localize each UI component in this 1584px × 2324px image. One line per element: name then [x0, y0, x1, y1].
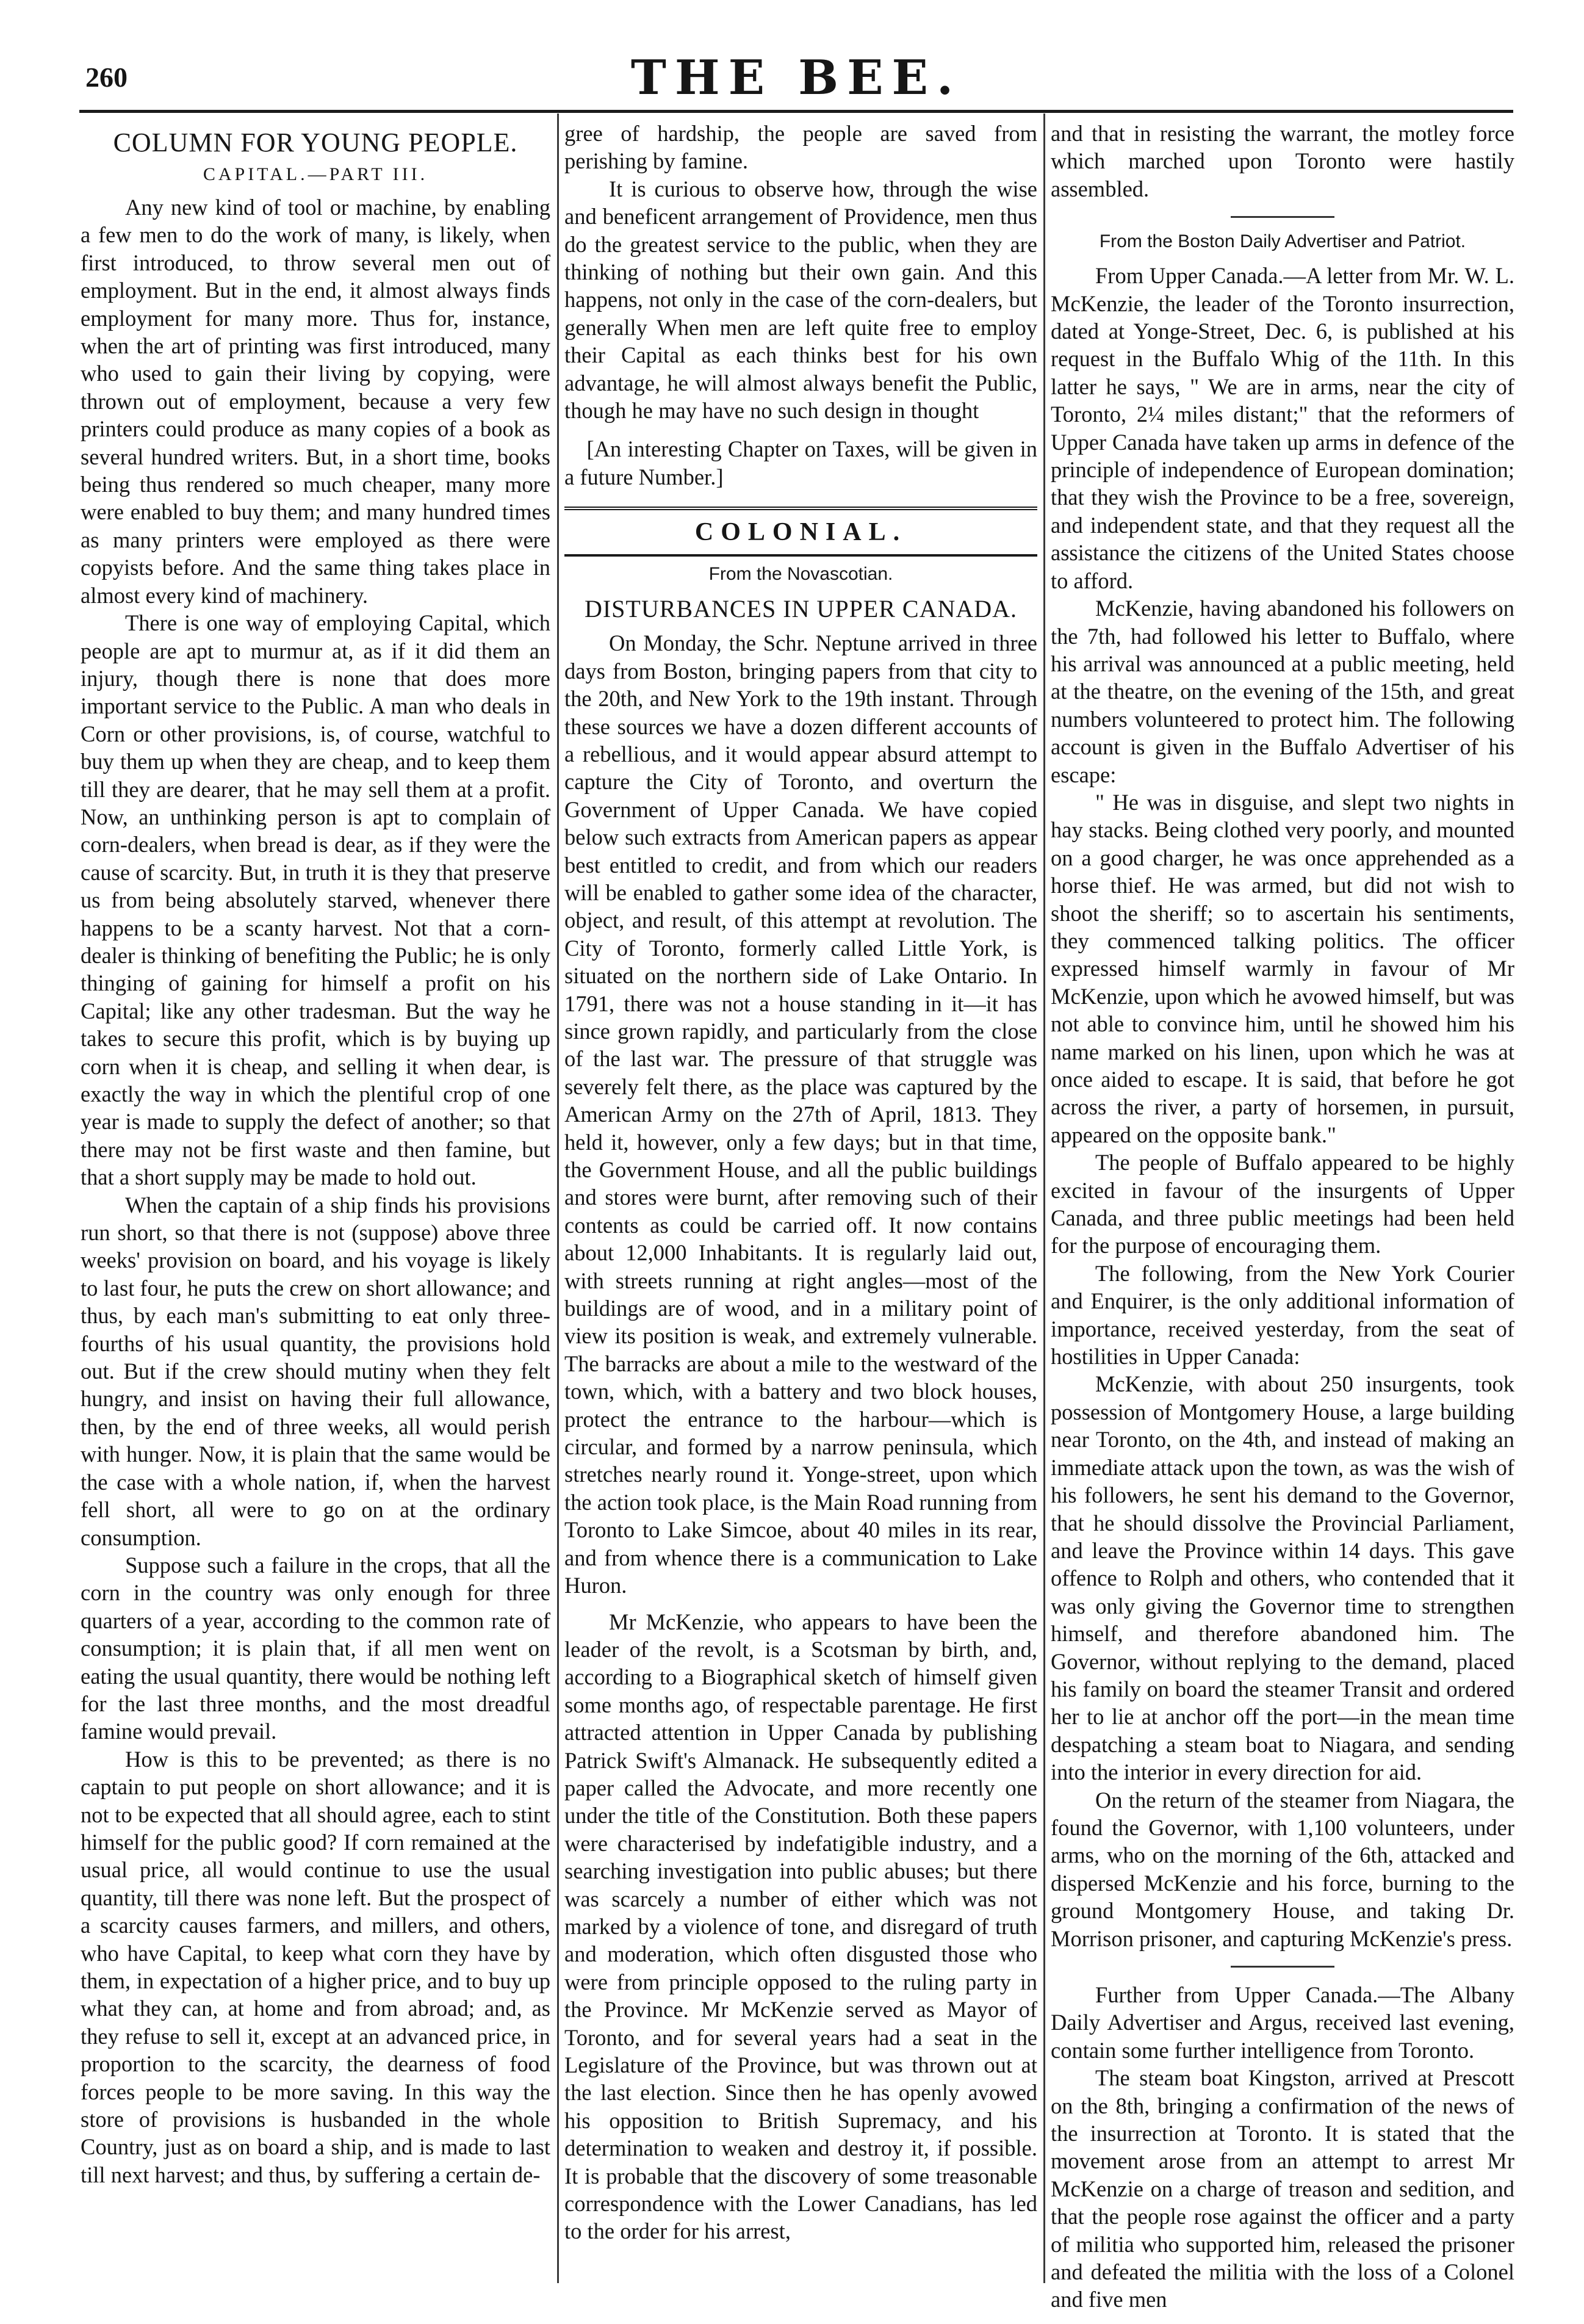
paragraph: and that in resisting the warrant, the motley force which marched upon Toronto were hastily assembled.	[1051, 121, 1514, 201]
column-right	[1051, 120, 1514, 2312]
column-left	[81, 120, 550, 2283]
column-divider	[557, 114, 559, 2283]
column-middle	[564, 120, 1037, 2283]
separator-rule	[1231, 1966, 1334, 1968]
paragraph: Suppose such a failure in the crops, that all the corn in the country was only enough for three quarters of a year, according to the common rate of consumption; it is plain that, if all men went on eating the usual quantity, there would be nothing left for the last three months, and the most dreadful famine would prevail.	[81, 1552, 550, 1744]
article-title-disturbances: DISTURBANCES IN UPPER CANADA.	[584, 595, 1018, 623]
paragraph: gree of hardship, the people are saved from perishing by famine.	[564, 121, 1037, 174]
paragraph: The following, from the New York Courier and Enquirer, is the only additional information of importance, received yesterday, from the seat of hostilities in Upper Canada:	[1051, 1260, 1514, 1370]
paragraph: How is this to be prevented; as there is no captain to put people on short allowance; and it is not to be expected that all should agree, each to stint himself for the public good? If corn remained at the usual price, all would continue to use the usual quantity, till there was none left. But the prospect of a scarcity causes farmers, and millers, and others, who have Capital, to keep what corn they have by them, in expectation of a higher price, and to buy up what they can, at home and from abroad; and, as they refuse to sell it, except at an advanced price, in proportion to the scarcity, the dearness of food forces people to be more saving. In this way the store of provisions is husbanded in the whole Country, just as on board a ship, and is made to last till next harvest; and thus, by suffering a certain de-	[81, 1746, 550, 2187]
masthead-title: THE BEE.	[630, 50, 962, 106]
paragraph: Any new kind of tool or machine, by enabling a few men to do the work of many, is likely, when first introduced, to throw several men out of employment. But in the end, it almost always finds employment for many more. Thus for, instance, when the art of printing was first introduced, many who used to gain their living by copying, were thrown out of employment, because a very few printers could produce as many copies of a book as several hundred writers. But, in a short time, books being thus rendered so much cheaper, many more were enabled to buy them; and many hundred times as many printers were employed as there were copyists before. And the same thing takes place in almost every kind of machinery.	[81, 195, 550, 608]
paragraph: When the captain of a ship finds his provisions run short, so that there is not (suppose) above three weeks' provision on board, and his voyage is likely to last four, he puts the crew on short allowance; and thus, by each man's submitting to eat only three-fourths of his usual quantity, the provisions hold out. But if the crew should mutiny when they felt hungry, and insist on having their full allowance, then, by the end of three weeks, all would perish with hunger. Now, it is plain that the same would be the case with a whole nation, if, when the harvest fell short, all were to go on at the ordinary consumption.	[81, 1192, 550, 1550]
paragraph: The people of Buffalo appeared to be highly excited in favour of the insurgents of Upper Canada, and three public meetings had been held for the purpose of encouraging them.	[1051, 1150, 1514, 1258]
paragraph: It is curious to observe how, through the wise and beneficent arrangement of Providence, men thus do the greatest service to the public, when they are thinking of nothing but their own gain. And this happens, not only in the case of the corn-dealers, but generally When men are left quite free to employ their Capital as each thinks best for his own advantage, he will almost always benefit the Public, though he may have no such design in thought	[564, 176, 1037, 424]
column-divider	[1043, 114, 1045, 2283]
paragraph: The steam boat Kingston, arrived at Prescott on the 8th, bringing a confirmation of the news of the insurrection at Toronto. It is stated that the movement arose from an attempt to arrest Mr McKenzie on a charge of treason and sedition, and that the people rose against the officer and a party of militia who supported him, released the prisoner and defeated the militia with the loss of a Colonel and five men	[1051, 2065, 1514, 2312]
section-heading-colonial: COLONIAL.	[564, 507, 1037, 557]
quoted-paragraph: " He was in disguise, and slept two nights in hay stacks. Being clothed very poorly, and mounted on a good charger, he was once apprehended as a horse thief. He was armed, but did not wish to shoot the sheriff; so to ascertain his sentiments, they commenced talking politics. The officer expressed himself warmly in favour of Mr McKenzie, upon which he avowed himself, but was not able to convince him, until he showed him his name marked on his linen, upon which he was at once aided to escape. It is said, that before he got across the river, a party of horsemen, in pursuit, appeared on the opposite bank."	[1051, 789, 1514, 1147]
paragraph: McKenzie, having abandoned his followers on the 7th, had followed his letter to Buffalo, where his arrival was announced at a public meeting, held at the theatre, on the evening of the 15th, and great numbers volunteered to protect him. The following account is given in the Buffalo Advertiser of his escape:	[1051, 596, 1514, 787]
paragraph: Mr McKenzie, who appears to have been the leader of the revolt, is a Scotsman by birth, and, according to a Biographical sketch of himself given some months ago, of respectable parentage. He first attracted attention in Upper Canada by publishing Patrick Swift's Almanack. He subsequently edited a paper called the Advocate, and more recently one under the title of the Constitution. Both these papers were characterised by indefatigible industry, and a searching investigation into public abuses; but there was scarcely a number of either which was not marked by a violence of tone, and disregard of truth and moderation, which often disgusted those who were from principle opposed to the ruling party in the Province. Mr McKenzie served as Mayor of Toronto, and for several years had a seat in the Legislature of the Province, but was thrown out at the last election. Since then he has openly avowed his opposition to British Supremacy, and his determination to weaken and destroy it, if possible. It is probable that the discovery of some treasonable correspondence with the Lower Canadians, has led to the order for his arrest,	[564, 1609, 1037, 2244]
paragraph: There is one way of employing Capital, which people are apt to murmur at, as if it did them an injury, though there is none that does more important service to the Public. A man who deals in Corn or other provisions, is, of course, watchful to buy them up when they are cheap, and to keep them till they are dearer, that he may sell them at a profit. Now, an unthinking person is apt to complain of corn-dealers, when bread is dear, as if they were the cause of scarcity. But, in truth it is they that preserve us from being absolutely starved, whenever there happens to be a scanty harvest. Not that a corn-dealer is thinking of benefiting the Public; he is only thinging of gaining for himself a profit on his Capital; like any other tradesman. But the way he takes to secure this profit, which is by buying up corn when it is cheap, and selling it when dear, is exactly the way in which the plentiful crop of one year is made to supply the defect of another; so that there may not be first waste and then famine, but that a short supply may be made to hold out.	[81, 610, 550, 1190]
page-header	[79, 50, 1513, 105]
article-title-young-people: COLUMN FOR YOUNG PEOPLE.	[113, 128, 518, 157]
separator-rule	[1231, 216, 1334, 218]
paragraph: McKenzie, with about 250 insurgents, took possession of Montgomery House, a large building near Toronto, on the 4th, and instead of making an immediate attack upon the town, as was the wish of his followers, he sent his demand to the Governor, that he should dissolve the Provincial Parliament, and leave the Province within 14 days. This gave offence to Rolph and others, who contended that it was only giving the Governor time to strengthen himself, and therefore abandoned him. The Governor, without replying to the demand, placed his family on board the steamer Transit and ordered her to lie at anchor off the port—in the mean time despatching a steam boat to Niagara, and sending into the interior in every direction for aid.	[1051, 1371, 1514, 1785]
paragraph: From Upper Canada.—A letter from Mr. W. L. McKenzie, the leader of the Toronto insurrection, dated at Yonge-Street, Dec. 6, is published at his request in the Buffalo Whig of the 11th. In this latter he says, " We are in arms, near the city of Toronto, 2¼ miles distant;" that the reformers of Upper Canada have taken up arms in defence of the principle of independence of European domination; that they wish the Province to be a free, sovereign, and independent state, and that they request all the assistance the citizens of the United States choose to afford.	[1051, 263, 1514, 593]
paragraph: On Monday, the Schr. Neptune arrived in three days from Boston, bringing papers from that city to the 20th, and New York to the 19th instant. Through these sources we have a dozen different accounts of a rebellious, and it would appear absurd attempt to capture the City of Toronto, and overturn the Government of Upper Canada. We have copied below such extracts from American papers as appear best entitled to credit, and from which our readers will be enabled to gather some idea of the character, object, and result, of this attempt at revolution. The City of Toronto, formerly called Little York, is situated on the northern side of Lake Ontario. In 1791, there was not a house standing in it—it has since grown rapidly, and particularly from the close of the last war. The pressure of that struggle was severely felt there, as the place was captured by the American Army on the 27th of April, 1813. They held it, however, only a few days; but in that time, the Government House, and all the public buildings and stores were burnt, after removing such of their contents as could be carried off. It now contains about 12,000 Inhabitants. It is regularly laid out, with streets running at right angles—most of the buildings are of wood, and in a military point of view its position is weak, and extremely vulnerable. The barracks are about a mile to the westward of the town, which, with a battery and two block houses, protect the entrance to the harbour—which is circular, and formed by a narrow peninsula, which stretches nearly round it. Yonge-street, upon which the action took place, is the Main Road running from Toronto to Lake Simcoe, about 40 miles in its rear, and from whence there is a communication to Lake Huron.	[564, 630, 1037, 1598]
page-number: 260	[85, 62, 128, 93]
article-subtitle-capital: CAPITAL.—PART III.	[203, 164, 428, 184]
editor-note: [An interesting Chapter on Taxes, will be given in a future Number.]	[564, 436, 1037, 489]
source-credit: From the Novascotian.	[708, 564, 893, 585]
paragraph: On the return of the steamer from Niagara, the found the Governor, with 1,100 volunteers, under arms, who on the morning of the 6th, attacked and dispersed McKenzie and his force, burning to the ground Montgomery House, and taking Dr. Morrison prisoner, and capturing McKenzie's press.	[1051, 1787, 1514, 1951]
source-credit: From the Boston Daily Advertiser and Patriot.	[1099, 231, 1466, 252]
paragraph: Further from Upper Canada.—The Albany Daily Advertiser and Argus, received last evening, contain some further intelligence from Toronto.	[1051, 1982, 1514, 2063]
header-rule	[79, 110, 1513, 113]
